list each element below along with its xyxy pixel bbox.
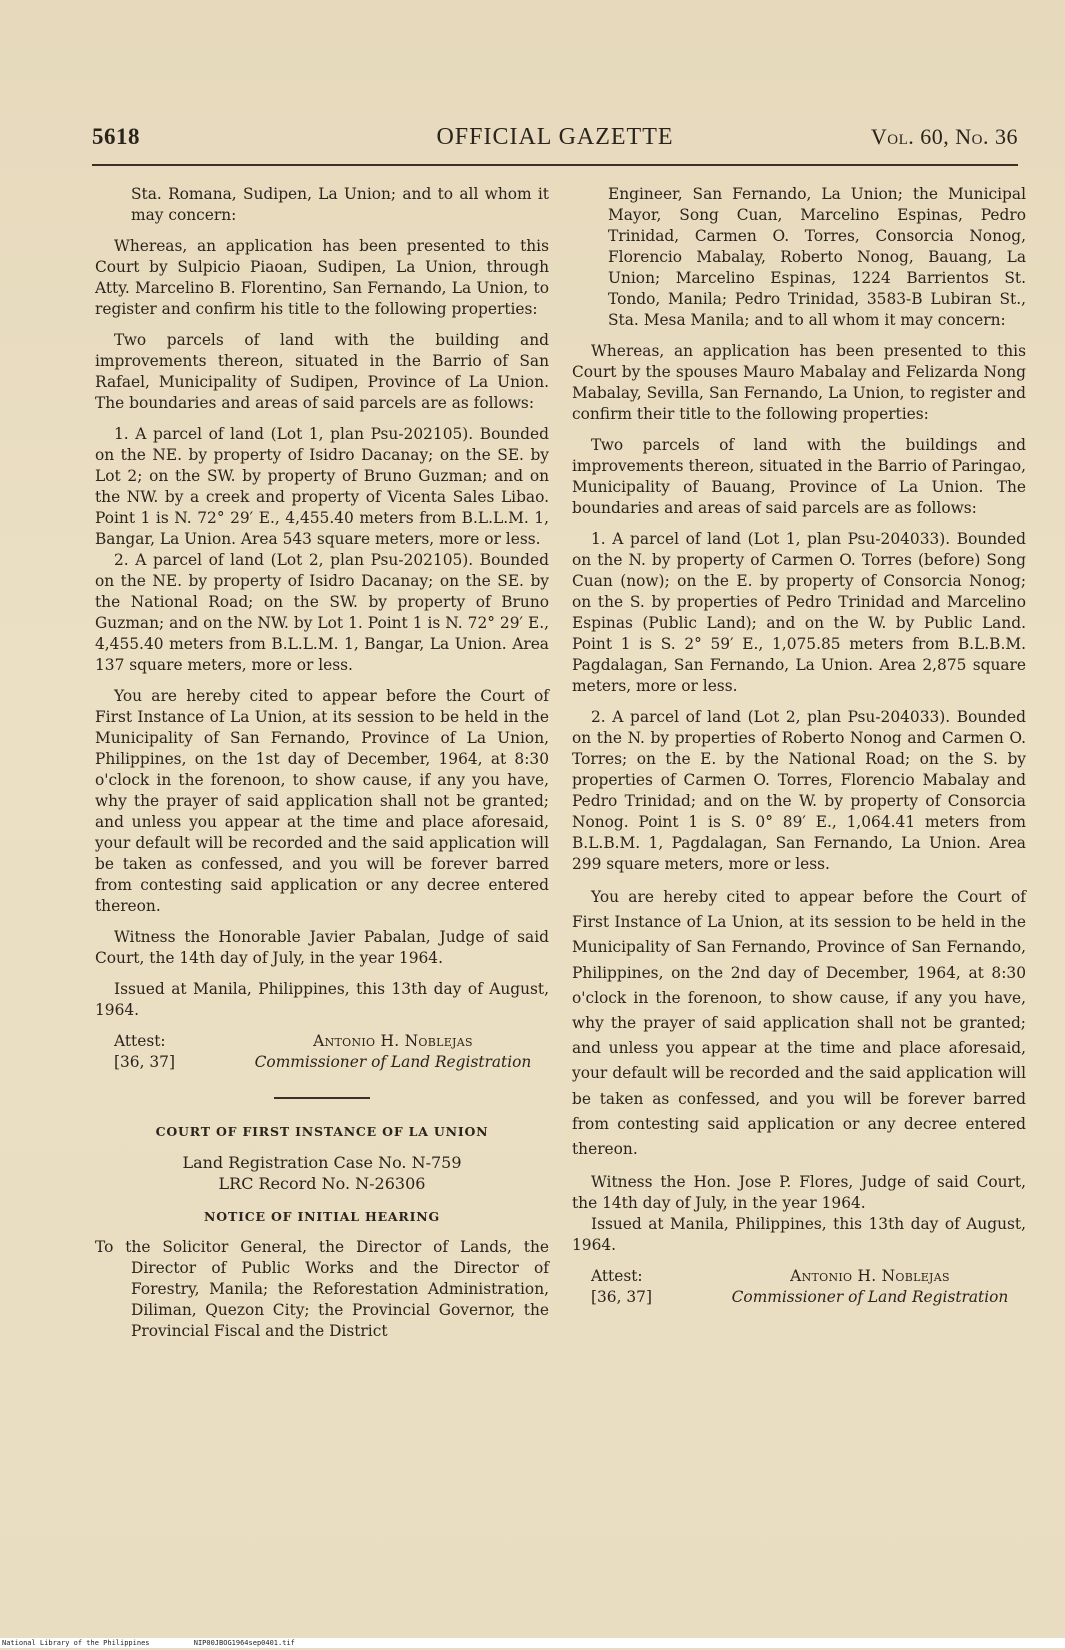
addressees-paragraph: To the Solicitor General, the Director of Lands, the Director of Public Works and the Director of Forestry, Manila; the Reforestation Administration, Diliman, Quezon City; the Provincial Governor, the Provincial Fiscal and the District <box>95 1238 549 1340</box>
attest-block <box>572 1266 1026 1308</box>
attest-label: Attest: <box>591 1267 643 1286</box>
footer-file: NIP00JBOG1964sep0401.tif <box>193 1639 295 1647</box>
right-wide-block <box>572 885 1026 1162</box>
publication-title: OFFICIAL GAZETTE <box>436 124 674 150</box>
volume-number: Vol. 60, No. 36 <box>870 124 1018 149</box>
lot2-paragraph: 2. A parcel of land (Lot 2, plan Psu-202105). Bounded on the NE. by property of Isidro Dacanay; on the SE. by the National Road; on the SW. by property of Bruno Guzman; and on the NW. by Lot 1. Point 1 is N. 72° 29′ E., 4,455.40 meters from B.L.L.M. 1, Bangar, La Union. Area 137 square meters, more or less. <box>95 551 549 674</box>
footer-source: National Library of the Philippines <box>2 1639 150 1647</box>
lot1-paragraph: 1. A parcel of land (Lot 1, plan Psu-202105). Bounded on the NE. by property of Isidro Dacanay; on the SE. by Lot 2; on the SW. by property of Bruno Guzman; and on the NW. by a creek and property of Vicenta Sales Libao. Point 1 is N. 72° 29′ E., 4,455.40 meters from B.L.L.M. 1, Bangar, La Union. Area 543 square meters, more or less. <box>95 425 549 548</box>
whereas-paragraph: Whereas, an application has been presented to this Court by Sulpicio Piaoan, Sudipen, La Union, through Atty. Marcelino B. Florentino, San Fernando, La Union, to register and confirm his title to the following properties: <box>95 237 549 318</box>
court-heading: COURT OF FIRST INSTANCE OF LA UNION <box>155 1124 489 1139</box>
lot2-paragraph: 2. A parcel of land (Lot 2, plan Psu-204033). Bounded on the N. by properties of Roberto Nonog and Carmen O. Torres; on the E. by the National Road; on the S. by properties of Carmen O. Torres, Florencio Mabalay and Pedro Trinidad; and on the W. by property of Consorcia Nonog. Point 1 is S. 0° 89′ E., 1,064.41 meters from B.L.B.M. 1, Pagdalagan, San Fernando, La Union. Area 299 square meters, more or less. <box>572 708 1026 873</box>
attest-label: Attest: <box>114 1032 166 1050</box>
page-number: 5618 <box>92 124 140 149</box>
whereas-paragraph: Whereas, an application has been presented to this Court by the spouses Mauro Mabalay and Felizarda Nong Mabalay, Sevilla, San Fernando, La Union, to register and confirm their title to the following properties: <box>572 342 1026 423</box>
issued-paragraph: Issued at Manila, Philippines, this 13th day of August, 1964. <box>572 1215 1026 1255</box>
witness-paragraph: Witness the Honorable Javier Pabalan, Judge of said Court, the 14th day of July, in the year 1964. <box>95 928 549 967</box>
case-number: Land Registration Case No. N-759 <box>182 1153 462 1172</box>
engineer-paragraph: Engineer, San Fernando, La Union; the Municipal Mayor, Song Cuan, Marcelino Espinas, Pedro Trinidad, Carmen O. Torres, Consorcia Nonog, Florencio Mabalay, Roberto Nonog, Bauang, La Union; Marcelino Espinas, 1224 Barrientos St. Tondo, Manila; Pedro Trinidad, 3583-B Lubiran St., Sta. Mesa Manila; and to all whom it may concern: <box>608 185 1026 329</box>
attest-ref: [36, 37] <box>591 1288 652 1307</box>
cited-paragraph: You are hereby cited to appear before the Court of First Instance of La Union, at its session to be held in the Municipality of San Fernando, Province of La Union, Philippines, on the 1st day of December, 1964, at 8:30 o'clock in the forenoon, to show cause, if any you have, why the prayer of said application shall not be granted; and unless you appear at the time and place aforesaid, your default will be recorded and the said application will be taken as confessed, and you will be forever barred from contesting said application or any decree entered thereon. <box>95 687 549 915</box>
attest-name: Antonio H. Noblejas <box>313 1032 473 1050</box>
scan-footer <box>0 1638 1065 1648</box>
left-column <box>95 184 549 1352</box>
parcels-paragraph: Two parcels of land with the buildings and improvements thereon, situated in the Barrio of Paringao, Municipality of Bauang, Province of La Union. The boundaries and areas of said parcels are as follows: <box>572 436 1026 517</box>
attest-title: Commissioner of Land Registration <box>731 1288 1009 1307</box>
parcels-paragraph: Two parcels of land with the building and improvements thereon, situated in the Barrio of San Rafael, Municipality of Sudipen, Province of La Union. The boundaries and areas of said parcels are as follows: <box>95 331 549 412</box>
notice-heading: NOTICE OF INITIAL HEARING <box>204 1209 440 1224</box>
right-column <box>572 184 1026 1316</box>
witness-paragraph: Witness the Hon. Jose P. Flores, Judge of said Court, the 14th day of July, in the year 1964. <box>572 1173 1026 1213</box>
section-divider <box>274 1097 370 1099</box>
intro-paragraph: Sta. Romana, Sudipen, La Union; and to all whom it may concern: <box>131 185 549 224</box>
issued-paragraph: Issued at Manila, Philippines, this 13th day of August, 1964. <box>95 980 549 1019</box>
lot1-paragraph: 1. A parcel of land (Lot 1, plan Psu-204033). Bounded on the N. by property of Carmen O. Torres (before) Song Cuan (now); on the E. by property of Consorcia Nonog; on the S. by properties of Pedro Trinidad and Marcelino Espinas (Public Land); and on the W. by Public Land. Point 1 is S. 2° 59′ E., 1,075.85 meters from B.L.B.M. Pagdalagan, San Fernando, La Union. Area 2,875 square meters, more or less. <box>572 530 1026 695</box>
attest-name: Antonio H. Noblejas <box>790 1267 950 1286</box>
attest-title: Commissioner of Land Registration <box>254 1053 532 1071</box>
attest-block <box>95 1031 549 1073</box>
attest-ref: [36, 37] <box>114 1053 175 1071</box>
lrc-record: LRC Record No. N-26306 <box>218 1174 426 1193</box>
page-header <box>92 124 1018 160</box>
header-rule <box>92 164 1018 166</box>
cited-paragraph: You are hereby cited to appear before the Court of First Instance of La Union, at its session to be held in the Municipality of San Fernando, Province of San Fernando, Philippines, on the 2nd day of December, 1964, at 8:30 o'clock in the forenoon, to show cause, if any you have, why the prayer of said application shall not be granted; and unless you appear at the time and place aforesaid, your default will be recorded and the said application will be taken as confessed, and you will be forever barred from contesting said application or any decree entered thereon. <box>572 888 1026 1159</box>
